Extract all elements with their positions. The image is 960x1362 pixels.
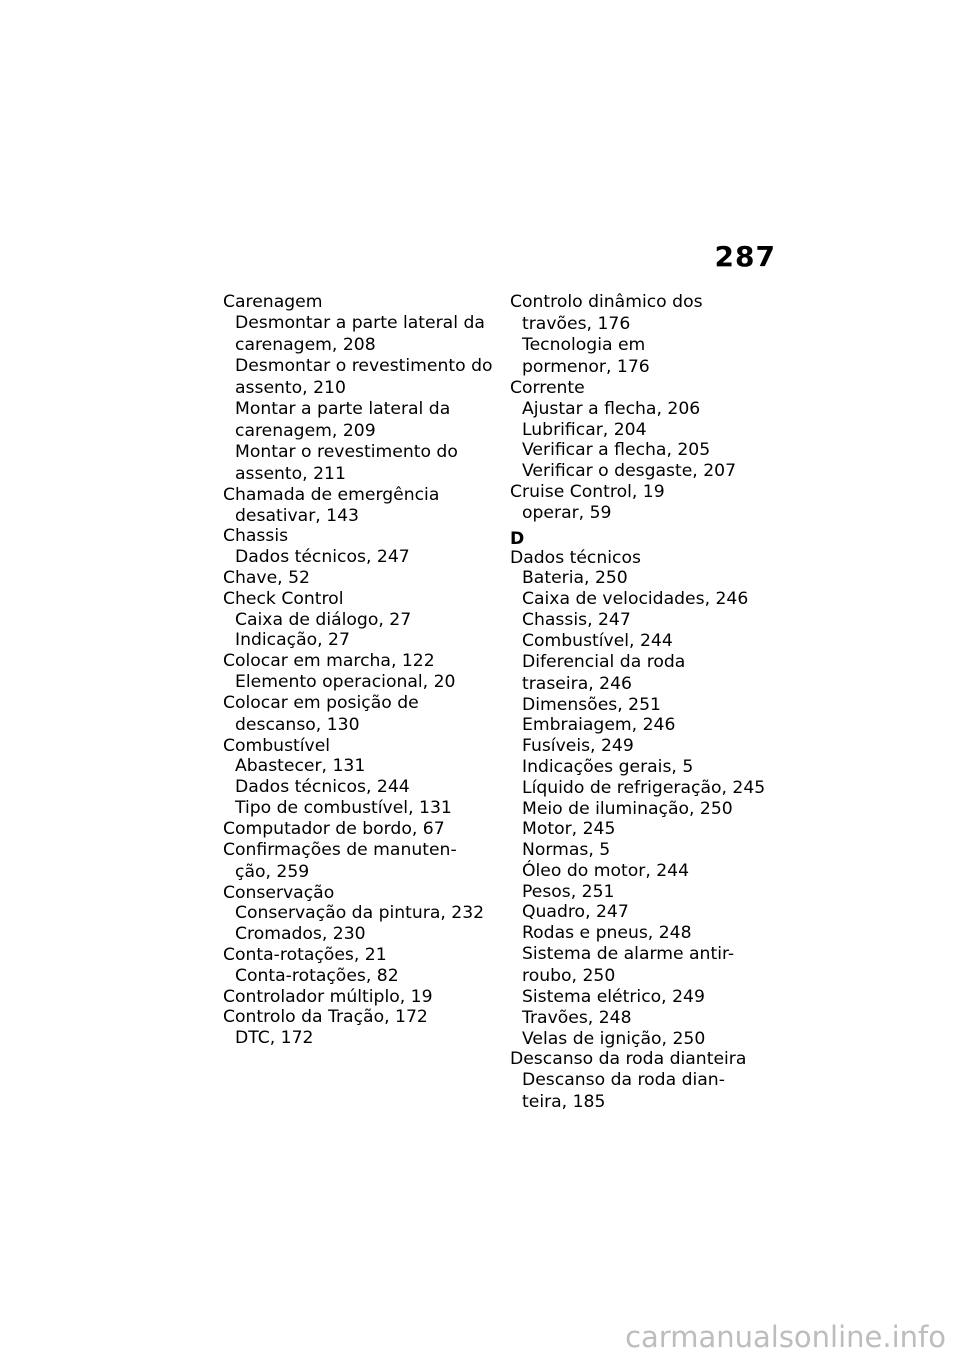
index-subentry: Rodas e pneus, 248 <box>522 923 692 944</box>
index-column-right <box>510 292 775 1113</box>
index-subentry: Tecnologia em <box>522 334 646 355</box>
index-subentry: Descanso da roda dian- <box>522 1070 725 1091</box>
index-subentry: Normas, 5 <box>522 840 611 861</box>
index-column-left <box>223 292 498 1049</box>
index-subentry: Pesos, 251 <box>522 881 615 902</box>
index-entry: Colocar em marcha, 122 <box>223 651 435 672</box>
index-subentry: Meio de iluminação, 250 <box>522 798 733 819</box>
index-subentry: Verificar a flecha, 205 <box>522 440 711 461</box>
index-subentry: Cromados, 230 <box>235 924 366 945</box>
index-entry: Controlo da Tração, 172 <box>223 1007 428 1028</box>
index-entry: Descanso da roda dianteira <box>510 1049 747 1070</box>
index-subentry: Bateria, 250 <box>522 568 628 589</box>
index-entry-continuation: carenagem, 209 <box>235 420 376 441</box>
index-subentry: desativar, 143 <box>235 505 359 526</box>
index-subentry: Dados técnicos, 247 <box>235 547 410 568</box>
index-subentry: Velas de ignição, 250 <box>522 1028 706 1049</box>
index-entry-continuation: assento, 211 <box>235 463 346 484</box>
index-subentry: Sistema de alarme antir- <box>522 944 735 965</box>
index-subentry: operar, 59 <box>522 502 612 523</box>
index-subentry: Indicações gerais, 5 <box>522 756 694 777</box>
page-number: 287 <box>714 240 776 273</box>
index-entry-continuation: roubo, 250 <box>522 966 616 987</box>
index-entry: Carenagem <box>223 292 323 312</box>
index-entry: Colocar em posição de <box>223 692 419 713</box>
index-subentry: Motor, 245 <box>522 819 616 840</box>
index-subentry: Combustível, 244 <box>522 630 673 651</box>
index-subentry: Travões, 248 <box>522 1007 632 1028</box>
index-subentry: Conservação da pintura, 232 <box>235 903 485 924</box>
index-subentry: Elemento operacional, 20 <box>235 671 456 692</box>
index-entry: Cruise Control, 19 <box>510 481 665 502</box>
index-subentry: Embraiagem, 246 <box>522 715 676 736</box>
index-subentry: Conta-rotações, 82 <box>235 965 399 986</box>
index-subentry: Caixa de velocidades, 246 <box>522 589 749 610</box>
index-subentry: Abastecer, 131 <box>235 756 366 777</box>
index-entry: Chamada de emergência <box>223 484 440 505</box>
index-subentry: Ajustar a flecha, 206 <box>522 398 701 419</box>
index-subentry: Diferencial da roda <box>522 651 686 672</box>
index-entry-continuation: carenagem, 208 <box>235 334 376 355</box>
index-entry: Controlo dinâmico dos <box>510 292 703 312</box>
index-entry: Chave, 52 <box>223 567 310 588</box>
index-subentry: Chassis, 247 <box>522 609 631 630</box>
index-entry: Combustível <box>223 735 331 756</box>
index-subentry: Tipo de combustível, 131 <box>235 798 452 819</box>
index-subentry: DTC, 172 <box>235 1028 314 1049</box>
index-subentry: Montar a parte lateral da <box>235 398 451 419</box>
index-entry-continuation: assento, 210 <box>235 377 346 398</box>
index-subentry: Dados técnicos, 244 <box>235 777 410 798</box>
index-entry-continuation: descanso, 130 <box>235 714 360 735</box>
index-section-letter: D <box>510 528 525 549</box>
index-entry: Chassis <box>223 526 289 547</box>
index-entry-continuation: pormenor, 176 <box>522 357 650 378</box>
index-entry: Conservação <box>223 882 335 903</box>
index-subentry: Indicação, 27 <box>235 630 350 651</box>
index-entry-continuation: ção, 259 <box>235 861 310 882</box>
index-entry-continuation: travões, 176 <box>522 314 631 335</box>
index-entry-continuation: traseira, 246 <box>522 673 632 694</box>
index-entry: Conta-rotações, 21 <box>223 945 387 966</box>
index-subentry: Desmontar a parte lateral da <box>235 312 485 333</box>
index-subentry: Verificar o desgaste, 207 <box>522 461 737 482</box>
index-entry-continuation: teira, 185 <box>522 1092 606 1113</box>
index-subentry: Dimensões, 251 <box>522 694 661 715</box>
index-subentry: Óleo do motor, 244 <box>522 860 690 881</box>
index-subentry: Lubrificar, 204 <box>522 419 647 440</box>
index-subentry: Líquido de refrigeração, 245 <box>522 777 766 798</box>
index-entry: Dados técnicos <box>510 547 641 568</box>
index-subentry: Desmontar o revestimento do <box>235 355 493 376</box>
index-subentry: Caixa de diálogo, 27 <box>235 609 412 630</box>
index-subentry: Quadro, 247 <box>522 902 629 923</box>
index-subentry: Montar o revestimento do <box>235 441 458 462</box>
index-entry: Check Control <box>223 588 344 609</box>
index-entry: Confirmações de manuten- <box>223 839 457 860</box>
watermark-text: carmanualsonline.info <box>625 1320 946 1354</box>
index-entry: Controlador múltiplo, 19 <box>223 986 433 1007</box>
index-subentry: Sistema elétrico, 249 <box>522 987 705 1008</box>
index-subentry: Fusíveis, 249 <box>522 736 634 757</box>
index-entry: Computador de bordo, 67 <box>223 818 445 839</box>
index-entry: Corrente <box>510 377 585 398</box>
